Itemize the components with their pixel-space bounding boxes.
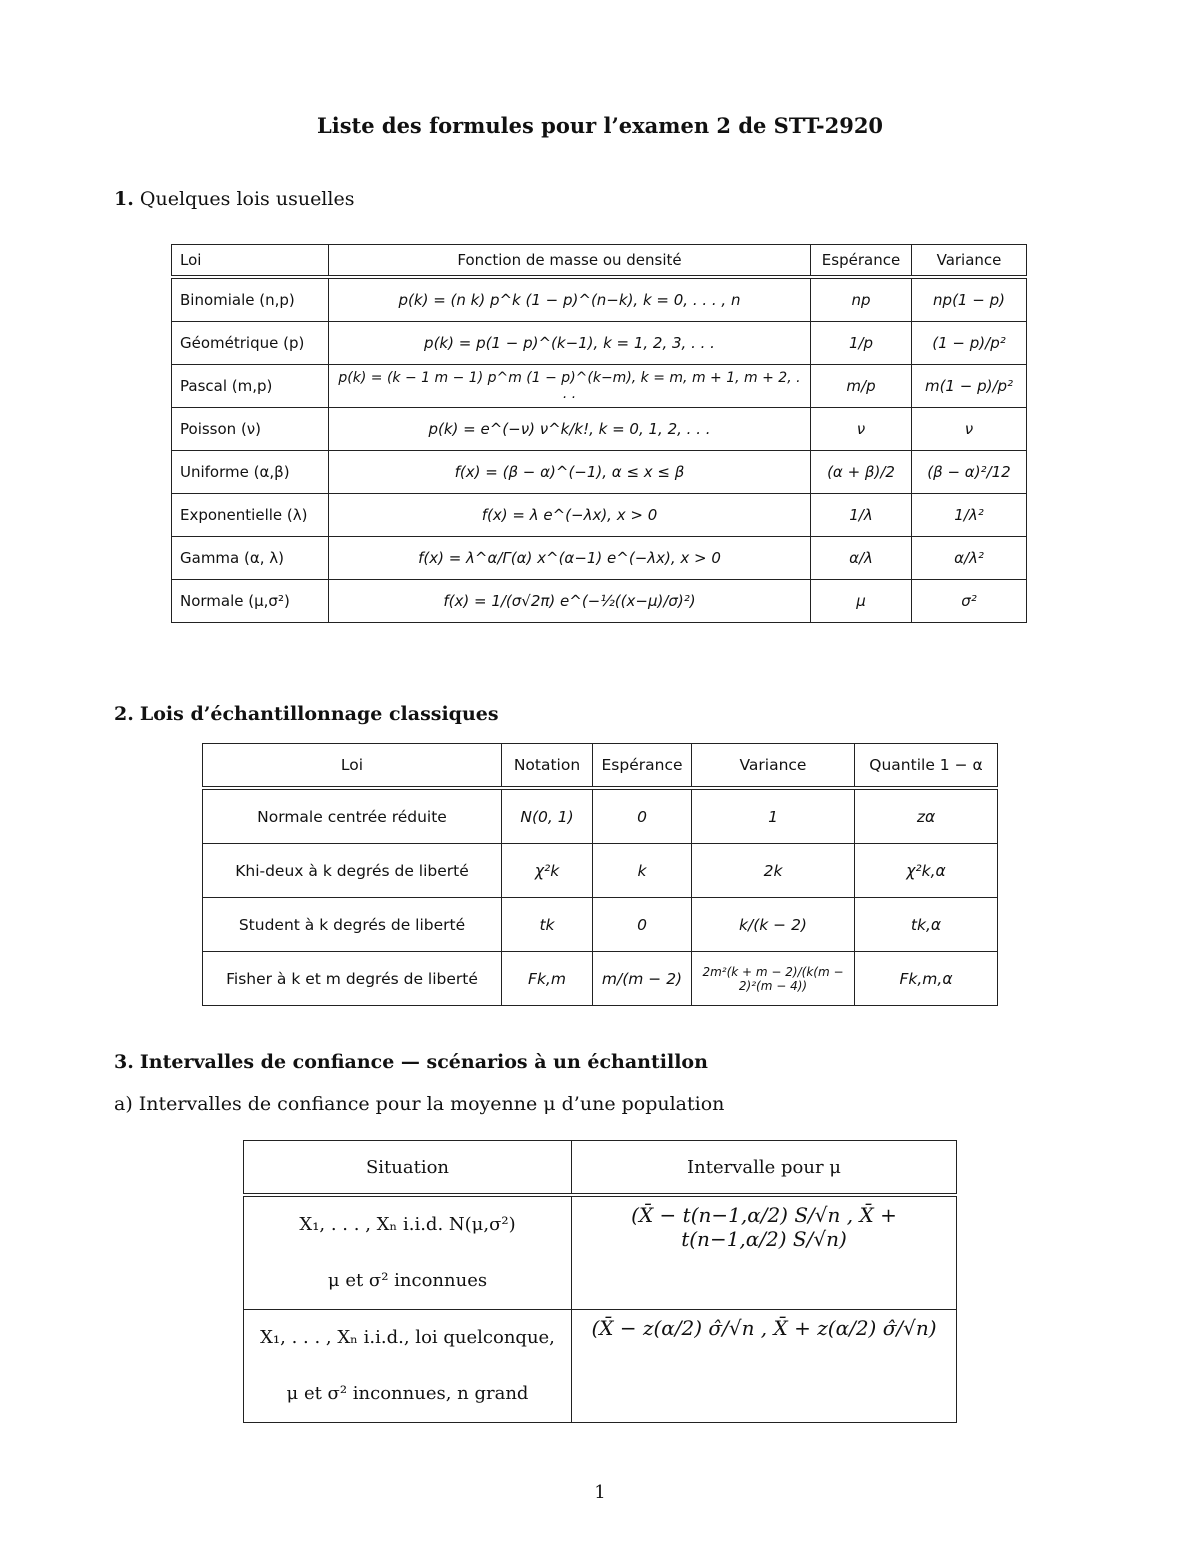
- cell-esperance: k: [593, 844, 692, 898]
- cell-variance: (1 − p)/p²: [912, 322, 1027, 365]
- table-header-row: [244, 1141, 957, 1196]
- cell-esperance: 0: [593, 898, 692, 952]
- table-row: [172, 277, 1027, 322]
- cell-esperance: 1/λ: [811, 494, 912, 537]
- cell-esperance: α/λ: [811, 537, 912, 580]
- cell-esperance: (α + β)/2: [811, 451, 912, 494]
- cell-variance: k/(k − 2): [692, 898, 855, 952]
- table-header-row: [172, 245, 1027, 278]
- cell-fonction: f(x) = (β − α)^(−1), α ≤ x ≤ β: [329, 451, 811, 494]
- table-header-row: [203, 744, 998, 789]
- confidence-interval-table: [243, 1140, 957, 1423]
- header-esperance: Espérance: [811, 245, 912, 278]
- cell-loi: Normale (μ,σ²): [172, 580, 329, 623]
- cell-esperance: m/(m − 2): [593, 952, 692, 1006]
- header-esperance: Espérance: [593, 744, 692, 789]
- section1-heading: 1. Quelques lois usuelles: [114, 188, 355, 210]
- table-row: [172, 494, 1027, 537]
- table-row: [172, 451, 1027, 494]
- cell-loi: Normale centrée réduite: [203, 788, 502, 844]
- header-situation: Situation: [244, 1141, 572, 1196]
- cell-variance: np(1 − p): [912, 277, 1027, 322]
- cell-variance: (β − α)²/12: [912, 451, 1027, 494]
- section3-heading: 3. Intervalles de confiance — scénarios à un échantillon: [114, 1051, 708, 1073]
- page-title: Liste des formules pour l’examen 2 de STT-2920: [316, 113, 884, 138]
- cell-variance: 1/λ²: [912, 494, 1027, 537]
- sampling-laws-table: [202, 743, 998, 1006]
- cell-notation: N(0, 1): [502, 788, 593, 844]
- cell-notation: Fk,m: [502, 952, 593, 1006]
- cell-variance: α/λ²: [912, 537, 1027, 580]
- cell-loi: Gamma (α, λ): [172, 537, 329, 580]
- table-row: [203, 952, 998, 1006]
- table-row: [172, 537, 1027, 580]
- cell-quantile: tk,α: [855, 898, 998, 952]
- header-loi: Loi: [172, 245, 329, 278]
- cell-loi: Pascal (m,p): [172, 365, 329, 408]
- header-fonction: Fonction de masse ou densité: [329, 245, 811, 278]
- cell-fonction: p(k) = (n k) p^k (1 − p)^(n−k), k = 0, . . . , n: [329, 277, 811, 322]
- table-row: [244, 1195, 957, 1310]
- cell-esperance: 0: [593, 788, 692, 844]
- cell-loi: Fisher à k et m degrés de liberté: [203, 952, 502, 1006]
- cell-fonction: p(k) = (k − 1 m − 1) p^m (1 − p)^(k−m), k = m, m + 1, m + 2, . . .: [329, 365, 811, 408]
- cell-intervalle: (X̄ − z(α/2) σ̂/√n , X̄ + z(α/2) σ̂/√n): [572, 1310, 957, 1423]
- cell-notation: χ²k: [502, 844, 593, 898]
- cell-variance: 2m²(k + m − 2)/(k(m − 2)²(m − 4)): [692, 952, 855, 1006]
- header-variance: Variance: [912, 245, 1027, 278]
- cell-variance: 1: [692, 788, 855, 844]
- header-quantile: Quantile 1 − α: [855, 744, 998, 789]
- cell-loi: Géométrique (p): [172, 322, 329, 365]
- header-notation: Notation: [502, 744, 593, 789]
- cell-loi: Khi-deux à k degrés de liberté: [203, 844, 502, 898]
- cell-loi: Poisson (ν): [172, 408, 329, 451]
- cell-variance: ν: [912, 408, 1027, 451]
- table-row: [203, 788, 998, 844]
- section2-heading: 2. Lois d’échantillonnage classiques: [114, 703, 499, 725]
- cell-esperance: ν: [811, 408, 912, 451]
- cell-loi: Binomiale (n,p): [172, 277, 329, 322]
- cell-variance: σ²: [912, 580, 1027, 623]
- cell-fonction: f(x) = λ e^(−λx), x > 0: [329, 494, 811, 537]
- situation-line: X₁, . . . , Xₙ i.i.d., loi quelconque,: [260, 1327, 555, 1348]
- cell-variance: 2k: [692, 844, 855, 898]
- header-loi: Loi: [203, 744, 502, 789]
- cell-loi: Uniforme (α,β): [172, 451, 329, 494]
- table-row: [172, 580, 1027, 623]
- header-variance: Variance: [692, 744, 855, 789]
- cell-fonction: p(k) = e^(−ν) ν^k/k!, k = 0, 1, 2, . . .: [329, 408, 811, 451]
- situation-line: μ et σ² inconnues: [327, 1270, 488, 1291]
- situation-line: μ et σ² inconnues, n grand: [286, 1383, 529, 1404]
- section3-subheading: a) Intervalles de confiance pour la moyenne μ d’une population: [114, 1093, 725, 1115]
- cell-intervalle: (X̄ − t(n−1,α/2) S/√n , X̄ + t(n−1,α/2) S/√n): [572, 1195, 957, 1310]
- cell-fonction: f(x) = 1/(σ√2π) e^(−½((x−μ)/σ)²): [329, 580, 811, 623]
- cell-quantile: zα: [855, 788, 998, 844]
- cell-fonction: f(x) = λ^α/Γ(α) x^(α−1) e^(−λx), x > 0: [329, 537, 811, 580]
- usual-laws-table: [171, 244, 1027, 623]
- cell-quantile: Fk,m,α: [855, 952, 998, 1006]
- cell-situation: [244, 1195, 572, 1310]
- cell-situation: [244, 1310, 572, 1423]
- cell-quantile: χ²k,α: [855, 844, 998, 898]
- cell-variance: m(1 − p)/p²: [912, 365, 1027, 408]
- cell-loi: Student à k degrés de liberté: [203, 898, 502, 952]
- header-intervalle: Intervalle pour μ: [572, 1141, 957, 1196]
- table-row: [172, 365, 1027, 408]
- cell-notation: tk: [502, 898, 593, 952]
- cell-loi: Exponentielle (λ): [172, 494, 329, 537]
- page-number: 1: [594, 1482, 606, 1503]
- situation-line: X₁, . . . , Xₙ i.i.d. N(μ,σ²): [299, 1214, 516, 1235]
- table-row: [203, 898, 998, 952]
- cell-esperance: μ: [811, 580, 912, 623]
- cell-esperance: m/p: [811, 365, 912, 408]
- table-row: [244, 1310, 957, 1423]
- cell-esperance: 1/p: [811, 322, 912, 365]
- table-row: [172, 408, 1027, 451]
- table-row: [172, 322, 1027, 365]
- table-row: [203, 844, 998, 898]
- cell-fonction: p(k) = p(1 − p)^(k−1), k = 1, 2, 3, . . .: [329, 322, 811, 365]
- cell-esperance: np: [811, 277, 912, 322]
